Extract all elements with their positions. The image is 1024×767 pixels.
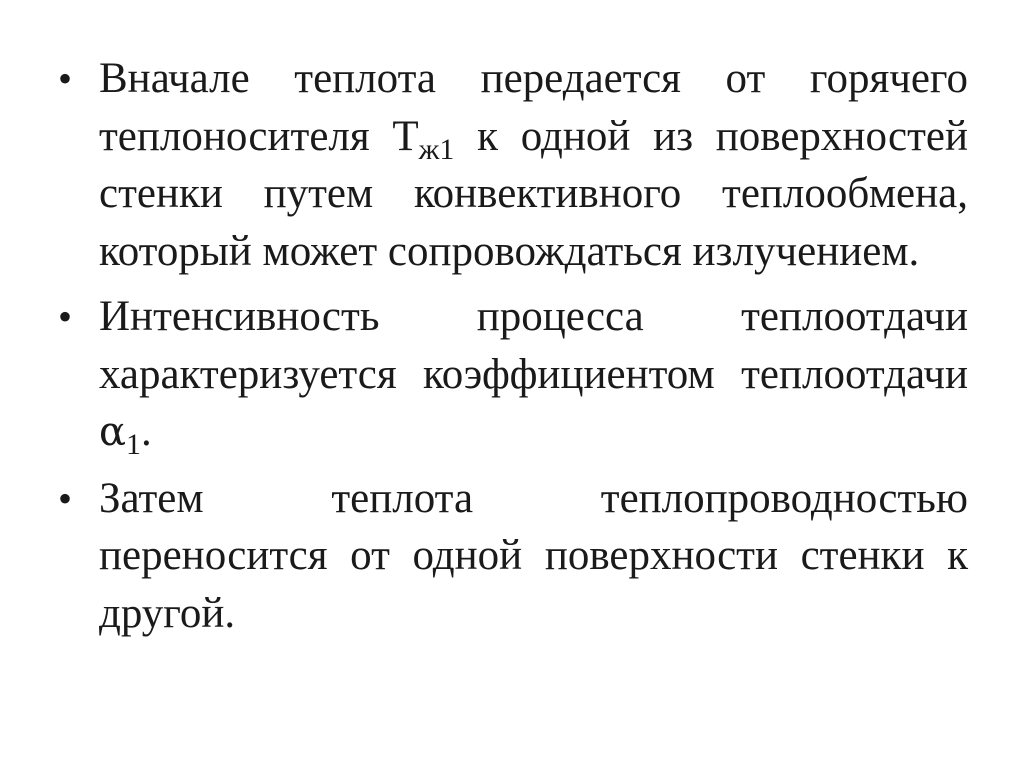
bullet-item-conduction [58,470,968,643]
bullet-text-continued: к одной из поверхностей стенки путем конвективного теплообмена, который может сопровождаться излучением. [99,112,968,275]
bullet-list [58,50,968,650]
bullet-point-icon: • [58,475,73,521]
bullet-point-icon: • [58,56,73,101]
bullet-text-continued: . [141,408,152,455]
alpha-symbol: α [99,409,127,455]
bullet-item-heat-transfer-start [58,50,968,280]
subscript: 1 [126,428,142,461]
bullet-text: Затем теплота теплопроводностью переносится от одной поверхности стенки к другой. [99,474,968,637]
subscript: ж1 [418,132,455,166]
bullet-point-icon: • [58,294,73,339]
bullet-text: Интенсивность процесса теплоотдачи характеризуется коэффициентом теплоотдачи [99,293,968,398]
bullet-text: Вначале теплота передается от горячего теплоносителя Т [99,55,968,160]
bullet-item-heat-transfer-intensity [58,288,968,462]
